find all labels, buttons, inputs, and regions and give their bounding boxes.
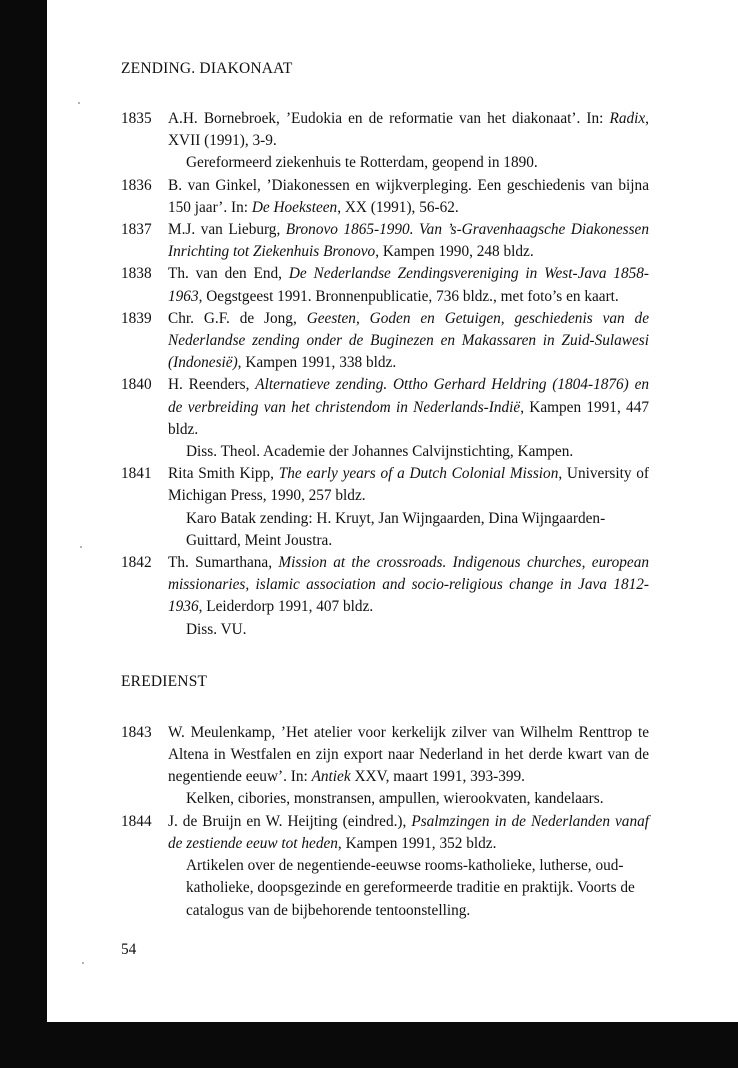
- entry-body: [168, 219, 649, 263]
- citation-text: Rita Smith Kipp,: [168, 465, 279, 483]
- entry-citation: [168, 219, 649, 263]
- entry-body: [168, 552, 649, 641]
- bibliography-entry: [121, 374, 649, 463]
- entry-note: Diss. Theol. Academie der Johannes Calvijnstichting, Kampen.: [186, 443, 574, 461]
- entry-number: 1844: [121, 812, 152, 830]
- citation-title: De Hoeksteen: [251, 198, 338, 216]
- citation-text: Chr. G.F. de Jong,: [168, 309, 307, 327]
- bibliography-entry: [121, 722, 649, 811]
- citation-title: The early years of a Dutch Colonial Mission: [278, 465, 559, 483]
- entry-note: Gereformeerd ziekenhuis te Rotterdam, geopend in 1890.: [186, 154, 538, 172]
- citation-text: , Kampen 1991, 338 bldz.: [237, 354, 397, 372]
- citation-title: Bronovo 1865-1990. Van ’s-Gravenhaagsche Diakonessen Inrichting tot Ziekenhuis Bronovo: [168, 221, 649, 261]
- entry-number: 1841: [121, 465, 152, 483]
- bibliography-entry: [121, 108, 649, 175]
- citation-text: , Kampen 1990, 248 bldz.: [375, 243, 534, 261]
- entry-citation: [168, 463, 649, 507]
- citation-text: A.H. Bornebroek, ’Eudokia en de reformatie van het diakonaat’. In:: [168, 110, 610, 127]
- citation-text: , XVII (1991), 3-9.: [168, 110, 649, 150]
- scan-border-bottom: [0, 1022, 738, 1068]
- entry-number: 1843: [121, 723, 152, 741]
- section-heading: ZENDING. DIAKONAAT: [121, 60, 293, 77]
- entry-number: 1836: [121, 176, 152, 194]
- scan-speck: [82, 962, 84, 964]
- citation-text: , XX (1991), 56-62.: [337, 198, 459, 216]
- bibliography-entry: [121, 308, 649, 375]
- entry-number: 1839: [121, 309, 152, 327]
- entry-body: [168, 374, 649, 463]
- entry-number: 1835: [121, 110, 152, 127]
- citation-text: , Leiderdorp 1991, 407 bldz.: [198, 598, 374, 616]
- bibliography-entry: [121, 811, 649, 922]
- entry-citation: [168, 308, 649, 375]
- citation-text: , Kampen 1991, 447 bldz.: [168, 398, 649, 438]
- entry-citation: [168, 722, 649, 789]
- scan-speck: [78, 102, 80, 104]
- entry-number: 1840: [121, 376, 152, 394]
- entry-citation: [168, 175, 649, 219]
- section: [121, 671, 649, 922]
- bibliography-page: [121, 58, 649, 922]
- bibliography-entry: [121, 552, 649, 641]
- citation-text: B. van Ginkel, ’Diakonessen en wijkverpleging. Een geschiedenis van bijna 150 jaar’. In:: [168, 176, 649, 216]
- entry-note: Kelken, cibories, monstransen, ampullen, wierookvaten, kandelaars.: [186, 790, 604, 808]
- citation-text: Th. van den End,: [168, 265, 289, 283]
- entry-body: [168, 463, 649, 552]
- section-heading: EREDIENST: [121, 672, 208, 690]
- citation-text: , Oegstgeest 1991. Bronnenpublicatie, 736 bldz., met foto’s en kaart.: [198, 287, 619, 305]
- citation-title: Mission at the crossroads. Indigenous churches, european missionaries, islamic association and socio-religious change in Java 1812-1936: [168, 554, 649, 616]
- bibliography-entry: [121, 463, 649, 552]
- section: [121, 58, 649, 641]
- citation-title: Radix: [609, 110, 646, 127]
- entry-note: Diss. VU.: [186, 620, 247, 638]
- citation-text: M.J. van Lieburg,: [168, 221, 286, 239]
- scan-speck: [80, 546, 82, 548]
- entry-body: [168, 108, 649, 175]
- citation-title: Alternatieve zending. Ottho Gerhard Heldring (1804-1876) en de verbreiding van het christendom in Nederlands-Indië: [168, 376, 650, 416]
- citation-title: De Nederlandse Zendingsvereniging in West-Java 1858-1963: [168, 265, 649, 305]
- citation-text: Th. Sumarthana,: [168, 554, 279, 572]
- entry-body: [168, 175, 649, 219]
- entry-body: [168, 308, 649, 375]
- bibliography-entry: [121, 219, 649, 263]
- scan-border-left: [0, 0, 47, 1068]
- citation-title: Geesten, Goden en Getuigen, geschiedenis van de Nederlandse zending onder de Buginezen en Makassaren in Zuid-Sulawesi (Indonesië): [168, 309, 649, 372]
- bibliography-entry: [121, 263, 649, 307]
- scan-border-right: [728, 0, 738, 1068]
- citation-text: XXV, maart 1991, 393-399.: [350, 768, 525, 786]
- entry-body: [168, 722, 649, 811]
- entry-number: 1842: [121, 554, 152, 572]
- entry-number: 1837: [121, 221, 152, 239]
- entry-citation: [168, 811, 649, 855]
- entry-note: Artikelen over de negentiende-eeuwse rooms-katholieke, lutherse, oud-katholieke, doopsgezinde en gereformeerde traditie en praktijk. Voorts de catalogus van de bijbehorende tentoonstelling.: [186, 857, 635, 919]
- citation-title: Psalmzingen in de Nederlanden vanaf de zestiende eeuw tot heden: [168, 812, 649, 852]
- page-number: 54: [121, 941, 137, 958]
- entry-note: Karo Batak zending: H. Kruyt, Jan Wijngaarden, Dina Wijngaarden-Guittard, Meint Joustra.: [186, 509, 606, 549]
- entry-citation: [168, 263, 649, 307]
- entry-citation: [168, 552, 649, 619]
- entry-citation: [168, 108, 649, 152]
- entry-citation: [168, 374, 649, 441]
- citation-text: W. Meulenkamp, ’Het atelier voor kerkelijk zilver van Wilhelm Renttrop te Altena in Westfalen en zijn export naar Nederland in het derde kwart van de negentiende eeuw’. In:: [168, 723, 649, 786]
- entry-body: [168, 263, 649, 307]
- citation-text: , University of Michigan Press, 1990, 257 bldz.: [168, 465, 649, 505]
- entry-body: [168, 811, 649, 922]
- citation-title: Antiek: [311, 768, 351, 786]
- citation-text: H. Reenders,: [168, 376, 256, 394]
- citation-text: , Kampen 1991, 352 bldz.: [337, 834, 497, 852]
- bibliography-entry: [121, 175, 649, 219]
- entry-number: 1838: [121, 265, 152, 283]
- citation-text: J. de Bruijn en W. Heijting (eindred.),: [168, 812, 412, 830]
